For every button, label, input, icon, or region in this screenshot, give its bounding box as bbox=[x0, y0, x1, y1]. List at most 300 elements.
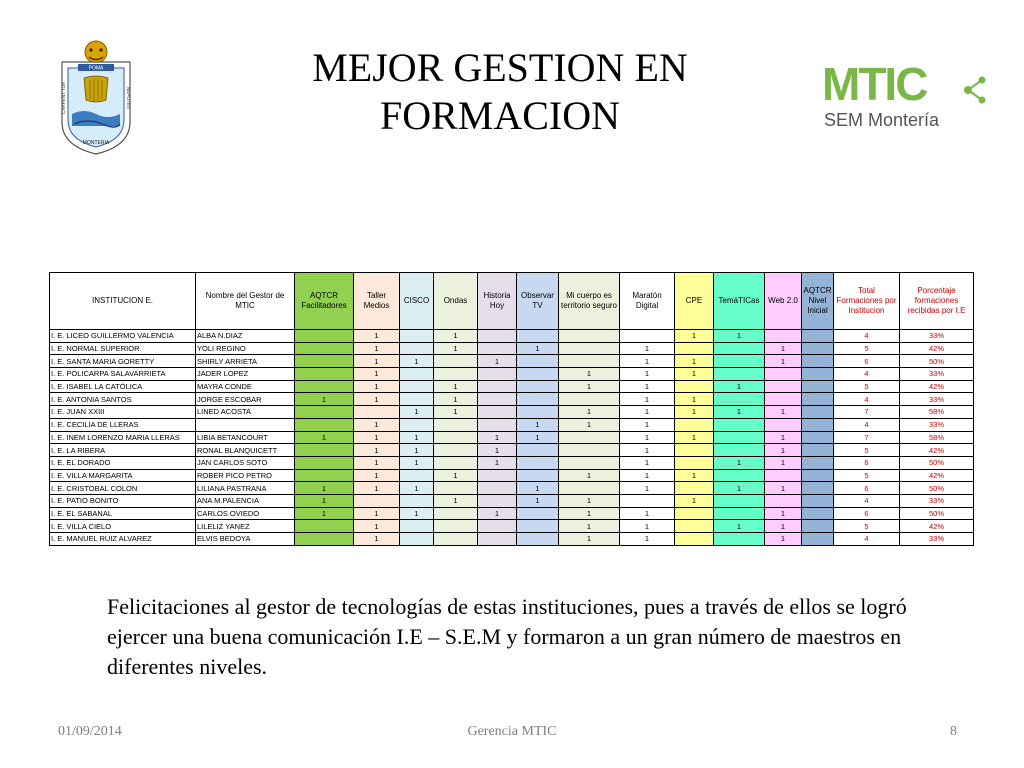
cell-historia-hoy bbox=[478, 482, 517, 495]
cell-gestor: LILIANA PASTRANA bbox=[196, 482, 295, 495]
cell-cisco bbox=[400, 342, 434, 355]
cell-porcentaje: 33% bbox=[900, 393, 974, 406]
cell-mi-cuerpo bbox=[559, 330, 620, 343]
cell-observar-tv: 1 bbox=[517, 494, 559, 507]
cell-maraton-digital: 1 bbox=[620, 393, 675, 406]
cell-cpe bbox=[675, 342, 714, 355]
cell-porcentaje: 33% bbox=[900, 368, 974, 381]
cell-mi-cuerpo: 1 bbox=[559, 494, 620, 507]
cell-institucion: I. E. INEM LORENZO MARIA LLERAS bbox=[50, 431, 196, 444]
monteria-shield-logo bbox=[56, 38, 136, 156]
cell-taller-medios: 1 bbox=[354, 431, 400, 444]
cell-institucion: I. E. SANTA MARIA GORETTY bbox=[50, 355, 196, 368]
formation-table-container bbox=[49, 272, 974, 546]
cell-observar-tv bbox=[517, 406, 559, 419]
cell-web-2: 1 bbox=[765, 431, 802, 444]
header-ondas: Ondas bbox=[434, 273, 478, 330]
header-cisco: CISCO bbox=[400, 273, 434, 330]
cell-web-2: 1 bbox=[765, 406, 802, 419]
cell-porcentaje: 42% bbox=[900, 342, 974, 355]
cell-gestor: LINED ACOSTA bbox=[196, 406, 295, 419]
cell-total-formaciones: 4 bbox=[834, 330, 900, 343]
cell-observar-tv bbox=[517, 533, 559, 546]
table-row bbox=[50, 342, 974, 355]
cell-historia-hoy bbox=[478, 406, 517, 419]
cell-taller-medios: 1 bbox=[354, 520, 400, 533]
cell-institucion: I. E. ANTONIA SANTOS bbox=[50, 393, 196, 406]
cell-gestor: YOLI REGINO bbox=[196, 342, 295, 355]
cell-aqtcr-nivel-inicial bbox=[802, 482, 834, 495]
cell-institucion: I. E. VILLA MARGARITA bbox=[50, 469, 196, 482]
cell-cisco: 1 bbox=[400, 456, 434, 469]
cell-taller-medios: 1 bbox=[354, 507, 400, 520]
cell-taller-medios bbox=[354, 494, 400, 507]
cell-maraton-digital bbox=[620, 494, 675, 507]
cell-maraton-digital: 1 bbox=[620, 406, 675, 419]
cell-ondas bbox=[434, 368, 478, 381]
footer-page-number: 8 bbox=[950, 724, 957, 739]
header-mi-cuerpo: Mi cuerpo es territorio seguro bbox=[559, 273, 620, 330]
cell-cisco: 1 bbox=[400, 482, 434, 495]
cell-institucion: I. E. EL DORADO bbox=[50, 456, 196, 469]
cell-gestor: LIBIA BETANCOURT bbox=[196, 431, 295, 444]
cell-tematicas bbox=[714, 494, 765, 507]
cell-web-2 bbox=[765, 469, 802, 482]
cell-gestor: JAN CARLOS SOTO bbox=[196, 456, 295, 469]
cell-maraton-digital: 1 bbox=[620, 342, 675, 355]
cell-porcentaje: 50% bbox=[900, 456, 974, 469]
cell-ondas: 1 bbox=[434, 330, 478, 343]
cell-aqtcr-facilitadores bbox=[295, 406, 354, 419]
cell-gestor: JORGE ESCOBAR bbox=[196, 393, 295, 406]
cell-cpe bbox=[675, 482, 714, 495]
cell-historia-hoy bbox=[478, 418, 517, 431]
cell-historia-hoy bbox=[478, 342, 517, 355]
cell-aqtcr-nivel-inicial bbox=[802, 456, 834, 469]
cell-mi-cuerpo: 1 bbox=[559, 520, 620, 533]
cell-ondas bbox=[434, 431, 478, 444]
cell-total-formaciones: 4 bbox=[834, 533, 900, 546]
cell-porcentaje: 42% bbox=[900, 380, 974, 393]
cell-aqtcr-nivel-inicial bbox=[802, 533, 834, 546]
cell-cisco: 1 bbox=[400, 431, 434, 444]
cell-gestor: ELVIS BEDOYA bbox=[196, 533, 295, 546]
cell-gestor: MAYRA CONDE bbox=[196, 380, 295, 393]
table-row bbox=[50, 393, 974, 406]
cell-aqtcr-facilitadores bbox=[295, 342, 354, 355]
cell-web-2 bbox=[765, 380, 802, 393]
cell-total-formaciones: 5 bbox=[834, 342, 900, 355]
cell-taller-medios: 1 bbox=[354, 456, 400, 469]
cell-mi-cuerpo: 1 bbox=[559, 406, 620, 419]
cell-mi-cuerpo: 1 bbox=[559, 418, 620, 431]
cell-taller-medios: 1 bbox=[354, 393, 400, 406]
cell-tematicas: 1 bbox=[714, 456, 765, 469]
shield-right-text: NEPOTES bbox=[126, 87, 131, 109]
header-observar-tv: Observar TV bbox=[517, 273, 559, 330]
table-row bbox=[50, 494, 974, 507]
table-row bbox=[50, 380, 974, 393]
cell-aqtcr-facilitadores bbox=[295, 456, 354, 469]
cell-cpe bbox=[675, 444, 714, 457]
header-aqtcr-nivel-inicial: AQTCR Nivel Inicial bbox=[802, 273, 834, 330]
cell-cpe: 1 bbox=[675, 431, 714, 444]
cell-gestor: ANA M.PALENCIA bbox=[196, 494, 295, 507]
cell-tematicas bbox=[714, 444, 765, 457]
cell-porcentaje: 33% bbox=[900, 330, 974, 343]
cell-total-formaciones: 6 bbox=[834, 456, 900, 469]
cell-historia-hoy bbox=[478, 330, 517, 343]
mtic-logo-text: MTIC bbox=[822, 58, 927, 110]
cell-cpe bbox=[675, 418, 714, 431]
cell-porcentaje: 42% bbox=[900, 520, 974, 533]
cell-observar-tv bbox=[517, 444, 559, 457]
header-aqtcr-facilitadores: AQTCR Facilitadores bbox=[295, 273, 354, 330]
cell-cpe bbox=[675, 380, 714, 393]
cell-observar-tv bbox=[517, 507, 559, 520]
cell-institucion: I. E. EL SABANAL bbox=[50, 507, 196, 520]
cell-tematicas: 1 bbox=[714, 406, 765, 419]
cell-institucion: I. E. ISABEL LA CATÓLICA bbox=[50, 380, 196, 393]
cell-maraton-digital: 1 bbox=[620, 380, 675, 393]
cell-tematicas bbox=[714, 418, 765, 431]
cell-cpe: 1 bbox=[675, 355, 714, 368]
table-row bbox=[50, 482, 974, 495]
table-row bbox=[50, 469, 974, 482]
cell-taller-medios: 1 bbox=[354, 380, 400, 393]
cell-cisco bbox=[400, 330, 434, 343]
header-total-formaciones: Total Formaciones por Institucion bbox=[834, 273, 900, 330]
cell-total-formaciones: 5 bbox=[834, 520, 900, 533]
cell-cpe bbox=[675, 520, 714, 533]
cell-gestor: SHIRLY ARRIETA bbox=[196, 355, 295, 368]
mtic-logo bbox=[820, 48, 990, 132]
cell-maraton-digital: 1 bbox=[620, 431, 675, 444]
cell-total-formaciones: 5 bbox=[834, 444, 900, 457]
cell-aqtcr-facilitadores bbox=[295, 533, 354, 546]
cell-cpe: 1 bbox=[675, 330, 714, 343]
cell-historia-hoy: 1 bbox=[478, 444, 517, 457]
cell-ondas bbox=[434, 355, 478, 368]
header-taller-medios: Taller Medios bbox=[354, 273, 400, 330]
cell-gestor: LILELIZ YANEZ bbox=[196, 520, 295, 533]
cell-historia-hoy bbox=[478, 533, 517, 546]
cell-cisco bbox=[400, 469, 434, 482]
cell-aqtcr-nivel-inicial bbox=[802, 355, 834, 368]
cell-aqtcr-facilitadores bbox=[295, 520, 354, 533]
cell-total-formaciones: 7 bbox=[834, 431, 900, 444]
cell-tematicas: 1 bbox=[714, 380, 765, 393]
cell-web-2 bbox=[765, 393, 802, 406]
cell-web-2: 1 bbox=[765, 507, 802, 520]
cell-aqtcr-facilitadores bbox=[295, 469, 354, 482]
cell-gestor: ROBER PICO PETRO bbox=[196, 469, 295, 482]
cell-ondas bbox=[434, 418, 478, 431]
cell-total-formaciones: 4 bbox=[834, 418, 900, 431]
cell-taller-medios: 1 bbox=[354, 533, 400, 546]
cell-aqtcr-facilitadores bbox=[295, 330, 354, 343]
cell-aqtcr-facilitadores: 1 bbox=[295, 507, 354, 520]
cell-mi-cuerpo: 1 bbox=[559, 533, 620, 546]
cell-porcentaje: 50% bbox=[900, 482, 974, 495]
cell-mi-cuerpo: 1 bbox=[559, 507, 620, 520]
header-web-2: Web 2.0 bbox=[765, 273, 802, 330]
cell-taller-medios: 1 bbox=[354, 418, 400, 431]
cell-observar-tv: 1 bbox=[517, 431, 559, 444]
cell-cpe: 1 bbox=[675, 393, 714, 406]
cell-tematicas: 1 bbox=[714, 520, 765, 533]
cell-institucion: I. E. LICEO GUILLERMO VALENCIA bbox=[50, 330, 196, 343]
cell-aqtcr-facilitadores: 1 bbox=[295, 393, 354, 406]
footer-date: 01/09/2014 bbox=[58, 724, 122, 739]
cell-tematicas bbox=[714, 507, 765, 520]
cell-historia-hoy: 1 bbox=[478, 355, 517, 368]
cell-cisco bbox=[400, 368, 434, 381]
cell-observar-tv bbox=[517, 520, 559, 533]
cell-porcentaje: 58% bbox=[900, 431, 974, 444]
cell-web-2: 1 bbox=[765, 520, 802, 533]
cell-cisco bbox=[400, 494, 434, 507]
cell-mi-cuerpo bbox=[559, 393, 620, 406]
cell-porcentaje: 33% bbox=[900, 494, 974, 507]
cell-porcentaje: 50% bbox=[900, 507, 974, 520]
cell-aqtcr-facilitadores bbox=[295, 368, 354, 381]
cell-historia-hoy bbox=[478, 368, 517, 381]
cell-observar-tv: 1 bbox=[517, 342, 559, 355]
cell-maraton-digital: 1 bbox=[620, 520, 675, 533]
cell-aqtcr-facilitadores bbox=[295, 380, 354, 393]
cell-web-2: 1 bbox=[765, 444, 802, 457]
cell-aqtcr-nivel-inicial bbox=[802, 406, 834, 419]
cell-mi-cuerpo: 1 bbox=[559, 469, 620, 482]
cell-aqtcr-nivel-inicial bbox=[802, 368, 834, 381]
cell-aqtcr-facilitadores: 1 bbox=[295, 431, 354, 444]
cell-historia-hoy: 1 bbox=[478, 456, 517, 469]
shield-top-text: POMA bbox=[88, 65, 104, 72]
cell-total-formaciones: 5 bbox=[834, 469, 900, 482]
cell-tematicas bbox=[714, 393, 765, 406]
cell-institucion: I. E. CRISTOBAL COLON bbox=[50, 482, 196, 495]
cell-web-2 bbox=[765, 368, 802, 381]
cell-taller-medios: 1 bbox=[354, 342, 400, 355]
cell-porcentaje: 33% bbox=[900, 533, 974, 546]
cell-maraton-digital: 1 bbox=[620, 507, 675, 520]
cell-maraton-digital bbox=[620, 330, 675, 343]
cell-taller-medios bbox=[354, 406, 400, 419]
cell-institucion: I. E. MANUEL RUIZ ALVAREZ bbox=[50, 533, 196, 546]
header-historia-hoy: Historia Hoy bbox=[478, 273, 517, 330]
cell-ondas bbox=[434, 533, 478, 546]
cell-total-formaciones: 6 bbox=[834, 507, 900, 520]
cell-observar-tv bbox=[517, 380, 559, 393]
cell-observar-tv bbox=[517, 469, 559, 482]
cell-ondas: 1 bbox=[434, 380, 478, 393]
header-gestor: Nombre del Gestor de MTIC bbox=[196, 273, 295, 330]
cell-aqtcr-nivel-inicial bbox=[802, 342, 834, 355]
table-row bbox=[50, 406, 974, 419]
cell-aqtcr-nivel-inicial bbox=[802, 330, 834, 343]
cell-ondas: 1 bbox=[434, 406, 478, 419]
cell-gestor: RONAL BLANQUICETT bbox=[196, 444, 295, 457]
cell-maraton-digital: 1 bbox=[620, 533, 675, 546]
cell-aqtcr-nivel-inicial bbox=[802, 469, 834, 482]
table-row bbox=[50, 444, 974, 457]
cell-tematicas bbox=[714, 368, 765, 381]
table-row bbox=[50, 533, 974, 546]
cell-historia-hoy bbox=[478, 520, 517, 533]
cell-cisco bbox=[400, 418, 434, 431]
header-maraton-digital: Maratón Digital bbox=[620, 273, 675, 330]
cell-tematicas: 1 bbox=[714, 482, 765, 495]
table-row bbox=[50, 456, 974, 469]
cell-total-formaciones: 4 bbox=[834, 368, 900, 381]
cell-maraton-digital: 1 bbox=[620, 469, 675, 482]
cell-ondas bbox=[434, 456, 478, 469]
cell-institucion: I. E. POLICARPA SALAVARRIETA bbox=[50, 368, 196, 381]
cell-aqtcr-nivel-inicial bbox=[802, 444, 834, 457]
cell-tematicas bbox=[714, 533, 765, 546]
table-row bbox=[50, 520, 974, 533]
cell-cisco bbox=[400, 533, 434, 546]
cell-mi-cuerpo bbox=[559, 482, 620, 495]
cell-maraton-digital: 1 bbox=[620, 482, 675, 495]
cell-tematicas bbox=[714, 469, 765, 482]
cell-total-formaciones: 6 bbox=[834, 355, 900, 368]
cell-institucion: I. E. PATIO BONITO bbox=[50, 494, 196, 507]
cell-observar-tv: 1 bbox=[517, 418, 559, 431]
cell-porcentaje: 42% bbox=[900, 469, 974, 482]
cell-web-2 bbox=[765, 494, 802, 507]
footer-center-text: Gerencia MTIC bbox=[467, 724, 557, 739]
cell-cisco: 1 bbox=[400, 507, 434, 520]
cell-institucion: I. E. JUAN XXIII bbox=[50, 406, 196, 419]
cell-institucion: I. E. LA RIBERA bbox=[50, 444, 196, 457]
cell-tematicas bbox=[714, 342, 765, 355]
cell-ondas bbox=[434, 482, 478, 495]
cell-ondas bbox=[434, 507, 478, 520]
cell-cpe: 1 bbox=[675, 368, 714, 381]
cell-total-formaciones: 7 bbox=[834, 406, 900, 419]
cell-total-formaciones: 4 bbox=[834, 494, 900, 507]
cell-maraton-digital: 1 bbox=[620, 418, 675, 431]
cell-ondas: 1 bbox=[434, 469, 478, 482]
cell-aqtcr-facilitadores: 1 bbox=[295, 482, 354, 495]
cell-historia-hoy bbox=[478, 380, 517, 393]
cell-observar-tv bbox=[517, 393, 559, 406]
header-cpe: CPE bbox=[675, 273, 714, 330]
cell-cpe bbox=[675, 507, 714, 520]
cell-mi-cuerpo bbox=[559, 456, 620, 469]
table-row bbox=[50, 431, 974, 444]
cell-gestor bbox=[196, 418, 295, 431]
slide-title: MEJOR GESTION EN FORMACION bbox=[312, 45, 688, 138]
cell-cisco: 1 bbox=[400, 406, 434, 419]
cell-institucion: I. E. NORMAL SUPERIOR bbox=[50, 342, 196, 355]
cell-aqtcr-nivel-inicial bbox=[802, 520, 834, 533]
cell-tematicas bbox=[714, 355, 765, 368]
table-row bbox=[50, 418, 974, 431]
cell-aqtcr-nivel-inicial bbox=[802, 431, 834, 444]
cell-porcentaje: 50% bbox=[900, 355, 974, 368]
cell-gestor: CARLOS OVIEDO bbox=[196, 507, 295, 520]
mtic-logo-subtitle: SEM Montería bbox=[824, 110, 940, 130]
formation-table bbox=[49, 272, 974, 546]
cell-observar-tv: 1 bbox=[517, 482, 559, 495]
table-header-row bbox=[50, 273, 974, 330]
cell-taller-medios: 1 bbox=[354, 469, 400, 482]
cell-maraton-digital: 1 bbox=[620, 456, 675, 469]
cell-web-2 bbox=[765, 330, 802, 343]
cell-web-2: 1 bbox=[765, 456, 802, 469]
cell-observar-tv bbox=[517, 355, 559, 368]
cell-institucion: I. E. VILLA CIELO bbox=[50, 520, 196, 533]
cell-taller-medios: 1 bbox=[354, 368, 400, 381]
cell-historia-hoy bbox=[478, 393, 517, 406]
shield-bottom-text: MONTERIA bbox=[82, 140, 110, 146]
cell-cisco: 1 bbox=[400, 444, 434, 457]
cell-maraton-digital: 1 bbox=[620, 444, 675, 457]
cell-web-2: 1 bbox=[765, 342, 802, 355]
cell-mi-cuerpo bbox=[559, 444, 620, 457]
cell-ondas: 1 bbox=[434, 494, 478, 507]
cell-web-2 bbox=[765, 418, 802, 431]
cell-tematicas: 1 bbox=[714, 330, 765, 343]
cell-ondas: 1 bbox=[434, 393, 478, 406]
table-row bbox=[50, 355, 974, 368]
formation-table-body bbox=[50, 330, 974, 546]
cell-historia-hoy: 1 bbox=[478, 507, 517, 520]
cell-mi-cuerpo bbox=[559, 342, 620, 355]
cell-maraton-digital: 1 bbox=[620, 368, 675, 381]
cell-ondas bbox=[434, 520, 478, 533]
cell-historia-hoy bbox=[478, 494, 517, 507]
cell-aqtcr-facilitadores: 1 bbox=[295, 494, 354, 507]
cell-total-formaciones: 5 bbox=[834, 380, 900, 393]
cell-total-formaciones: 6 bbox=[834, 482, 900, 495]
cell-historia-hoy bbox=[478, 469, 517, 482]
cell-web-2: 1 bbox=[765, 355, 802, 368]
cell-cisco bbox=[400, 380, 434, 393]
cell-cisco bbox=[400, 393, 434, 406]
cell-maraton-digital: 1 bbox=[620, 355, 675, 368]
cell-mi-cuerpo: 1 bbox=[559, 368, 620, 381]
cell-cpe bbox=[675, 456, 714, 469]
cell-observar-tv bbox=[517, 456, 559, 469]
cell-aqtcr-facilitadores bbox=[295, 418, 354, 431]
cell-aqtcr-nivel-inicial bbox=[802, 494, 834, 507]
cell-taller-medios: 1 bbox=[354, 482, 400, 495]
cell-gestor: JADER LOPEZ bbox=[196, 368, 295, 381]
cell-taller-medios: 1 bbox=[354, 330, 400, 343]
cell-aqtcr-nivel-inicial bbox=[802, 507, 834, 520]
cell-mi-cuerpo bbox=[559, 431, 620, 444]
cell-ondas: 1 bbox=[434, 342, 478, 355]
cell-tematicas bbox=[714, 431, 765, 444]
cell-aqtcr-nivel-inicial bbox=[802, 393, 834, 406]
header-tematicas: TemáTICas bbox=[714, 273, 765, 330]
cell-taller-medios: 1 bbox=[354, 444, 400, 457]
cell-cpe: 1 bbox=[675, 406, 714, 419]
congratulations-paragraph: Felicitaciones al gestor de tecnologías de estas instituciones, pues a través de ellos se logró ejercer una buena comunicación I.E – S.E.M y formaron a un gran número de maestros en diferentes niveles. bbox=[107, 594, 907, 679]
cell-web-2: 1 bbox=[765, 482, 802, 495]
cell-porcentaje: 33% bbox=[900, 418, 974, 431]
cell-aqtcr-nivel-inicial bbox=[802, 380, 834, 393]
cell-web-2: 1 bbox=[765, 533, 802, 546]
cell-institucion: I. E. CECILIA DE LLERAS bbox=[50, 418, 196, 431]
table-row bbox=[50, 507, 974, 520]
cell-historia-hoy: 1 bbox=[478, 431, 517, 444]
header-institucion: INSTITUCION E. bbox=[50, 273, 196, 330]
